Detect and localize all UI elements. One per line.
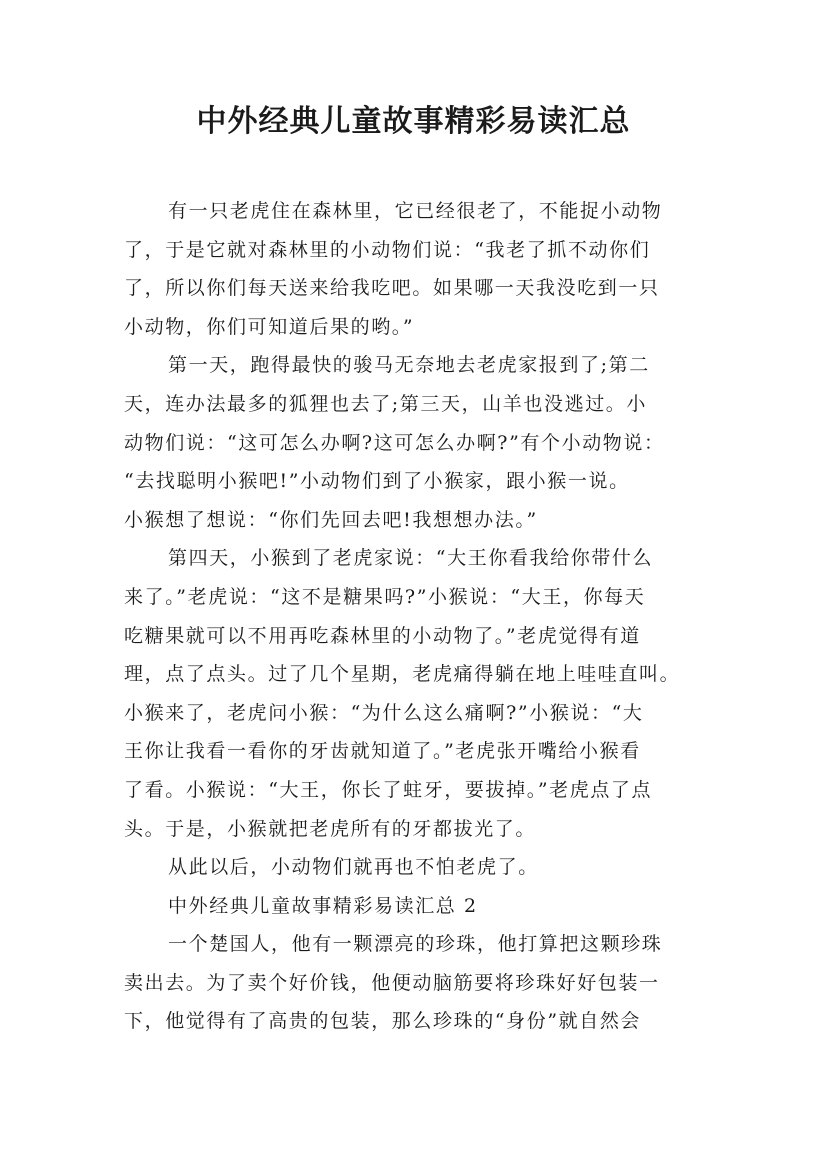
- paragraph-ending: [124, 848, 720, 887]
- text-line: 头。于是，小猴就把老虎所有的牙都拔光了。: [124, 817, 537, 840]
- text-line: 吃糖果就可以不用再吃森林里的小动物了。”老虎觉得有道: [124, 624, 641, 647]
- document-title: 中外经典儿童故事精彩易读汇总: [196, 104, 631, 139]
- paragraph-monkey-plan: [124, 539, 720, 848]
- text-line: 从此以后，小动物们就再也不怕老虎了。: [168, 856, 539, 879]
- section-heading-story-2: [124, 887, 720, 926]
- text-line: 天，连办法最多的狐狸也去了;第三天，山羊也没逃过。小: [124, 392, 648, 415]
- text-line: 小猴想了想说：“你们先回去吧!我想想办法。”: [124, 508, 538, 531]
- text-line: 小猴来了，老虎问小猴：“为什么这么痛啊?”小猴说：“大: [124, 701, 644, 724]
- text-line: 一个楚国人，他有一颗漂亮的珍珠，他打算把这颗珍珠: [168, 933, 663, 956]
- text-line: 理，点了点头。过了几个星期，老虎痛得躺在地上哇哇直叫。: [124, 663, 681, 686]
- text-line: 动物们说：“这可怎么办啊?这可怎么办啊?”有个小动物说：: [124, 431, 665, 454]
- text-line: 来了。”老虎说：“这不是糖果吗?”小猴说：“大王，你每天: [124, 585, 646, 608]
- text-line: 卖出去。为了卖个好价钱，他便动脑筋要将珍珠好好包装一: [124, 971, 660, 994]
- text-line: 了看。小猴说：“大王，你长了蛀牙，要拔掉。”老虎点了点: [124, 778, 653, 801]
- text-line: “去找聪明小猴吧!”小动物们到了小猴家，跟小猴一说。: [124, 470, 630, 493]
- text-line: 王你让我看一看你的牙齿就知道了。”老虎张开嘴给小猴看: [124, 740, 641, 763]
- text-line: 第四天，小猴到了老虎家说：“大王你看我给你带什么: [168, 547, 654, 570]
- text-line: 下，他觉得有了高贵的包装，那么珍珠的“身份”就自然会: [124, 1010, 642, 1033]
- text-line: 有一只老虎住在森林里，它已经很老了，不能捉小动物: [168, 200, 663, 222]
- text-line: 了，所以你们每天送来给我吃吧。如果哪一天我没吃到一只: [124, 277, 660, 300]
- text-line: 了，于是它就对森林里的小动物们说：“我老了抓不动你们: [124, 238, 651, 261]
- text-line: 小动物，你们可知道后果的哟。”: [124, 315, 415, 338]
- document-body: [124, 192, 720, 1041]
- paragraph-animals-taken: [124, 346, 720, 539]
- paragraph-pearl-story: [124, 925, 720, 1041]
- paragraph-tiger-intro: [124, 192, 720, 346]
- text-line: 中外经典儿童故事精彩易读汇总 2: [168, 894, 478, 917]
- text-line: 第一天，跑得最快的骏马无奈地去老虎家报到了;第二: [168, 354, 650, 377]
